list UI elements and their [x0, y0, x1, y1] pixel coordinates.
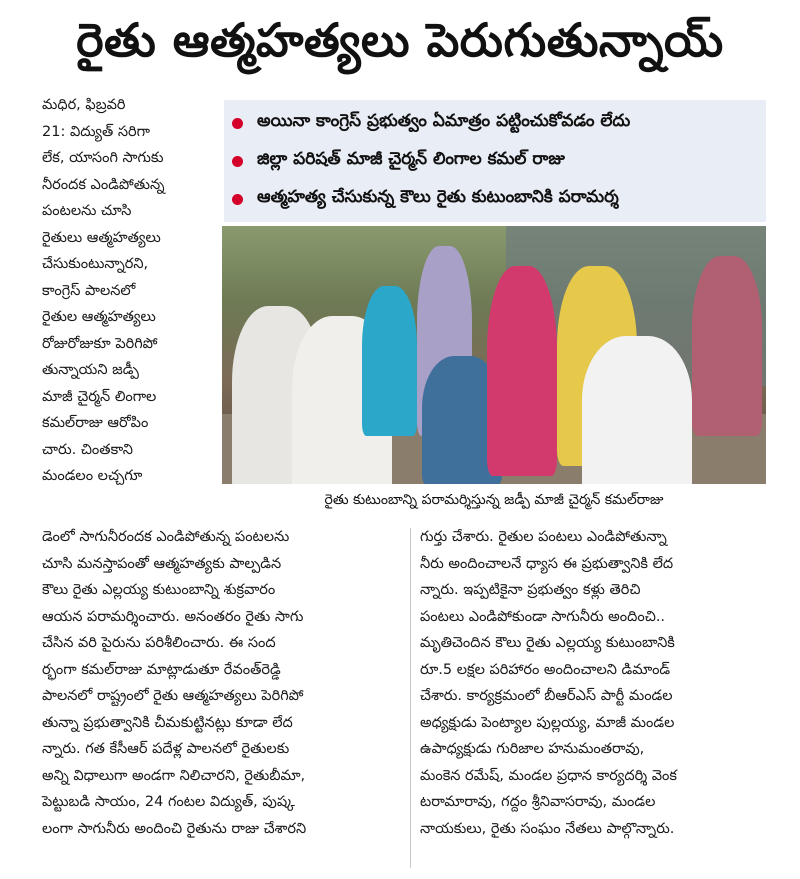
article-right-column — [420, 524, 770, 842]
headline: రైతు ఆత్మహత్యలు పెరుగుతున్నాయ్ — [76, 13, 724, 67]
article-line: కాంగ్రెస్ పాలనలో — [42, 282, 136, 299]
article-line: అధ్యక్షుడు పెంట్యాల పుల్లయ్య, మాజీ మండల — [420, 714, 675, 731]
article-line: మధిర, ఫిబ్రవరి — [42, 97, 126, 113]
article-line: గుర్తు చేశారు. రైతుల పంటలు ఎండిపోతున్నా — [420, 529, 667, 545]
bullet-icon — [232, 194, 243, 205]
column-divider — [410, 528, 411, 868]
bullet-icon — [232, 156, 243, 167]
article-line: రూ.5 లక్షల పరిహారం అందించాలని డిమాండ్ — [420, 661, 671, 678]
article-left-column — [42, 92, 220, 490]
article-line: ఆయన పరామర్శించారు. అనంతరం రైతు సాగు — [42, 608, 304, 625]
highlight-item — [224, 104, 766, 142]
article-line: ర్భంగా కమల్‌రాజు మాట్లాడుతూ రేవంత్‌రెడ్డి — [42, 661, 281, 678]
article-line: తున్నా ప్రభుత్వానికి చీమకుట్టినట్లు కూడా లేద — [42, 714, 293, 731]
article-line: లంగా సాగునీరు అందించి రైతును రాజు చేశారని — [42, 820, 307, 837]
article-line: మంకెన రమేష్, మండల ప్రధాన కార్యదర్శి వెంక — [420, 767, 677, 784]
highlight-item — [224, 142, 766, 180]
news-photo — [222, 226, 766, 484]
article-line: పెట్టుబడి సాయం, 24 గంటల విద్యుత్, పుష్క — [42, 794, 295, 810]
article-line: చేసిన వరి పైరును పరిశీలించారు. ఈ సంద — [42, 635, 276, 651]
article-bottom-left-column — [42, 524, 402, 842]
highlights-box — [224, 100, 766, 222]
person-figure — [487, 266, 557, 476]
article-line: డెంలో సాగునీరందక ఎండిపోతున్న పంటలను — [42, 529, 290, 545]
article-line: పంటలు ఎండిపోకుండా సాగునీరు అందించి.. — [420, 608, 666, 625]
bullet-icon — [232, 118, 243, 129]
article-line: కౌలు రైతు ఎల్లయ్య కుటుంబాన్ని శుక్రవారం — [42, 582, 276, 598]
article-line: న్నారు. ఇప్పటికైనా ప్రభుత్వం కళ్లు తెరిచి — [420, 582, 641, 598]
article-line: లేక, యాసంగి సాగుకు — [42, 150, 164, 166]
article-line: చూసి మనస్తాపంతో ఆత్మహత్యకు పాల్పడిన — [42, 555, 282, 572]
article-line: టరామారావు, గద్దం శ్రీనివాసరావు, మండల — [420, 794, 656, 810]
article-line: రైతుల ఆత్మహత్యలు — [42, 309, 156, 325]
photo-caption: రైతు కుటుంబాన్ని పరామర్శిస్తున్న జడ్పీ మాజీ చైర్మన్ కమల్‌రాజు — [324, 492, 664, 508]
article-line: చేశారు. కార్యక్రమంలో బీఆర్‌ఎస్ పార్టీ మండల — [420, 688, 673, 704]
article-line: నీరు అందించాలనే ధ్యాస ఈ ప్రభుత్వానికి లేద — [420, 555, 674, 572]
article-line: రైతులు ఆత్మహత్యలు — [42, 229, 161, 246]
person-figure — [692, 256, 762, 436]
article-line: పంటలను చూసి — [42, 203, 132, 219]
highlight-item — [224, 180, 766, 218]
article-line: చేసుకుంటున్నారని, — [42, 256, 149, 272]
article-line: అన్ని విధాలుగా అండగా నిలిచారని, రైతుబీమా, — [42, 767, 306, 784]
highlight-text: అయినా కాంగ్రెస్ ప్రభుత్వం ఏమాత్రం పట్టించుకోవడం లేదు — [257, 111, 631, 131]
highlight-text: జిల్లా పరిషత్ మాజీ చైర్మన్ లింగాల కమల్ రాజు — [257, 149, 565, 169]
article-line: మండలం లచ్చగూ — [42, 468, 143, 484]
article-line: పాలనలో రాష్ట్రంలో రైతు ఆత్మహత్యలు పెరిగిపో — [42, 688, 304, 704]
article-line: చారు. చింతకాని — [42, 441, 133, 458]
article-line: మాజీ చైర్మన్ లింగాల — [42, 388, 157, 405]
article-line: నాయకులు, రైతు సంఘం నేతలు పాల్గొన్నారు. — [420, 820, 675, 837]
article-line: న్నారు. గత కేసీఆర్ పదేళ్ల పాలనలో రైతులకు — [42, 741, 290, 757]
person-figure — [582, 336, 692, 484]
highlight-text: ఆత్మహత్య చేసుకున్న కౌలు రైతు కుటుంబానికి పరామర్శ — [257, 187, 619, 207]
article-line: కమల్‌రాజు ఆరోపిం — [42, 415, 149, 431]
article-line: తున్నాయని జడ్పీ — [42, 362, 139, 378]
article-line: రోజురోజుకూ పెరిగిపో — [42, 335, 158, 352]
article-line: 21: విద్యుత్ సరిగా — [42, 123, 151, 140]
person-figure — [362, 286, 417, 436]
article-line: ఉపాధ్యక్షుడు గురిజాల హనుమంతరావు, — [420, 741, 645, 757]
article-line: మృతిచెందిన కౌలు రైతు ఎల్లయ్య కుటుంబానికి — [420, 635, 675, 651]
article-line: నీరందక ఎండిపోతున్న — [42, 176, 165, 193]
